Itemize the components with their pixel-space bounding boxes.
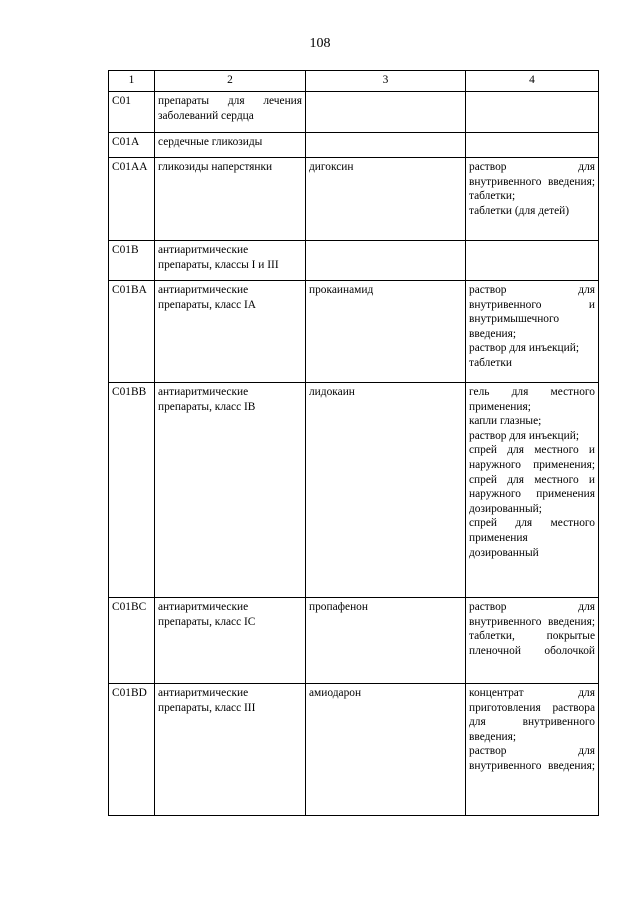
dosage-form: таблетки (469, 356, 513, 369)
drug-table (108, 70, 599, 816)
dosage-forms (466, 92, 599, 133)
drug-name: лидокаин (306, 383, 466, 598)
table-row (109, 133, 599, 158)
dosage-forms (466, 158, 599, 241)
group-name: антиаритмические препараты, класс IC (155, 598, 306, 684)
group-name: антиаритмические препараты, класс III (155, 684, 306, 816)
dosage-form: раствор для внутривенного введения; (469, 161, 595, 188)
page-number: 108 (309, 36, 331, 51)
dosage-forms (466, 281, 599, 383)
dosage-form: концентрат для приготовления раствора для внутривенного введения; (469, 687, 595, 743)
group-name: гликозиды наперстянки (155, 158, 306, 241)
dosage-form: таблетки, покрытые пленочной оболочкой (469, 630, 595, 657)
dosage-forms (466, 598, 599, 684)
group-name (155, 92, 306, 133)
dosage-forms (466, 684, 599, 816)
dosage-form: раствор для внутривенного и внутримышечного введения; (469, 284, 595, 340)
dosage-form: спрей для местного и наружного применения; (469, 444, 595, 471)
dosage-form: раствор для инъекций; (469, 342, 580, 355)
group-name: антиаритмические препараты, класс IB (155, 383, 306, 598)
column-header: 3 (306, 71, 466, 92)
drug-name (306, 92, 466, 133)
drug-name: амиодарон (306, 684, 466, 816)
dosage-form: таблетки (для детей) (469, 204, 570, 217)
drug-name: пропафенон (306, 598, 466, 684)
dosage-forms (466, 383, 599, 598)
dosage-form: спрей для местного и наружного применения дозированный; (469, 473, 595, 515)
table-row (109, 383, 599, 598)
drug-name: дигоксин (306, 158, 466, 241)
dosage-form: раствор для внутривенного введения; (469, 601, 595, 628)
atc-code: C01BA (109, 281, 155, 383)
group-name-line-1: препараты для лечения (158, 95, 302, 107)
drug-name (306, 241, 466, 281)
atc-code: C01BD (109, 684, 155, 816)
group-name-line-2: заболеваний сердца (158, 109, 254, 122)
group-name: сердечные гликозиды (155, 133, 306, 158)
atc-code: C01B (109, 241, 155, 281)
table-row (109, 158, 599, 241)
dosage-form: гель для местного применения; (469, 386, 595, 413)
atc-code: C01A (109, 133, 155, 158)
table-header-row (109, 71, 599, 92)
drug-name (306, 133, 466, 158)
atc-code: C01AA (109, 158, 155, 241)
atc-code: C01BB (109, 383, 155, 598)
table-row (109, 598, 599, 684)
table-row (109, 684, 599, 816)
atc-code: C01BC (109, 598, 155, 684)
group-name: антиаритмические препараты, классы I и III (155, 241, 306, 281)
dosage-form: раствор для внутривенного введения; (469, 745, 595, 772)
atc-code: C01 (109, 92, 155, 133)
dosage-form: капли глазные; (469, 415, 542, 428)
table-row (109, 281, 599, 383)
column-header: 1 (109, 71, 155, 92)
column-header: 4 (466, 71, 599, 92)
drug-name: прокаинамид (306, 281, 466, 383)
group-name: антиаритмические препараты, класс IA (155, 281, 306, 383)
dosage-form: таблетки; (469, 190, 516, 203)
dosage-forms (466, 241, 599, 281)
column-header: 2 (155, 71, 306, 92)
table-row (109, 92, 599, 133)
dosage-form: спрей для местного применения дозированный (469, 517, 595, 559)
dosage-form: раствор для инъекций; (469, 429, 580, 442)
dosage-forms (466, 133, 599, 158)
table-row (109, 241, 599, 281)
